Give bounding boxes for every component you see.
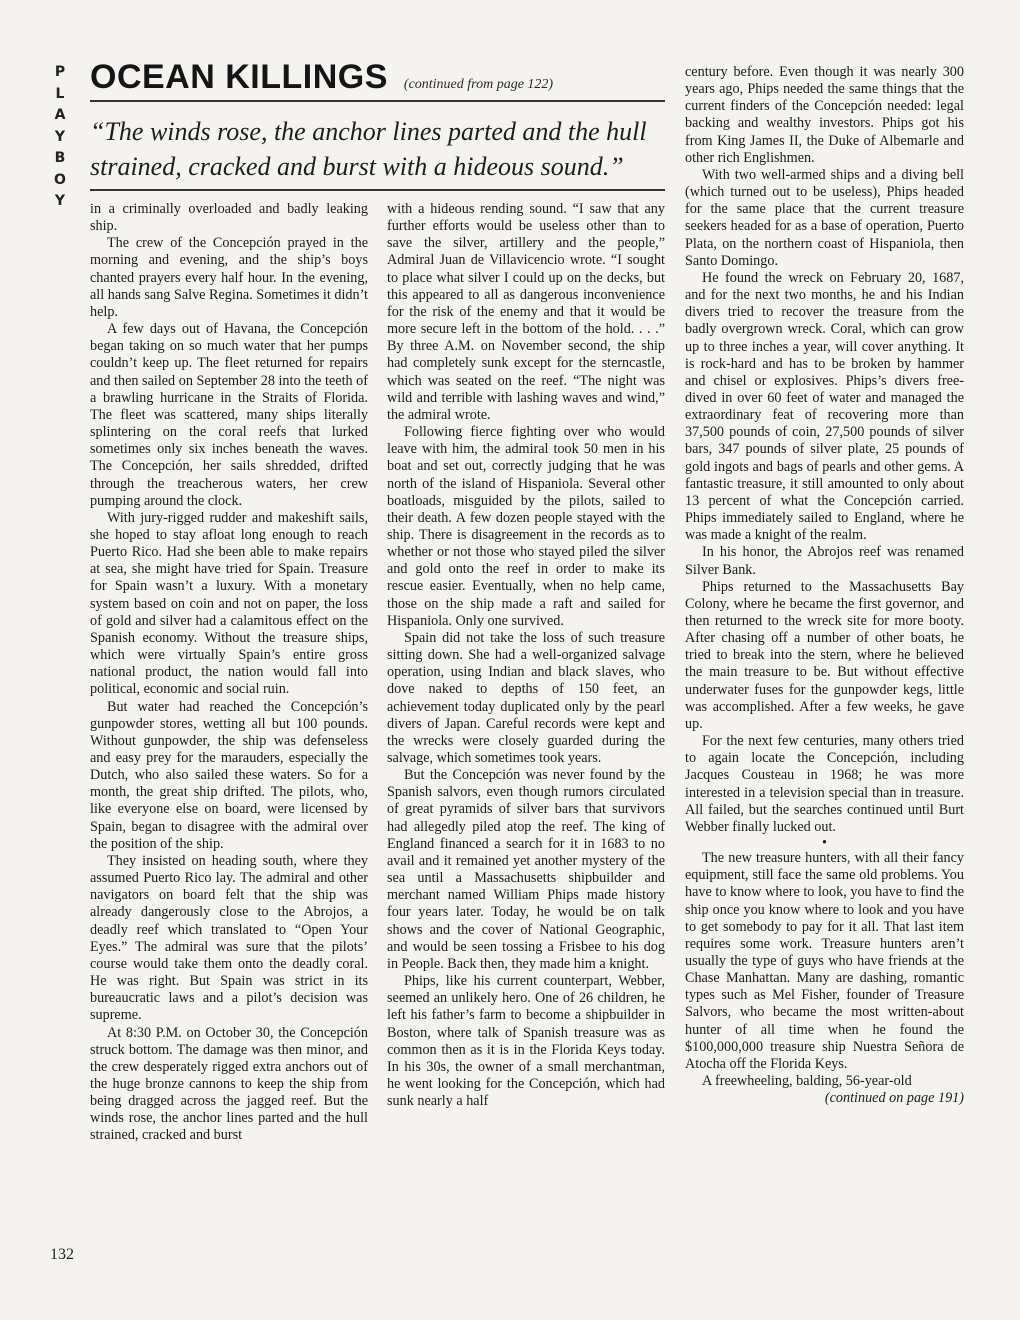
spine-letter: O: [54, 171, 66, 188]
paragraph: With jury-rigged rudder and makeshift sails, she hoped to stay afloat long enough to reach Puerto Rico. Had she been able to make repairs at sea, she might have tried for Spain. Treasure for Spain wasn’t a luxury. With a monetary system based on coin and not on paper, the loss of gold and silver had a calamitous effect on the Spanish economy. Without the treasure ships, which were virtually Spain’s entire gross national product, the nation would fall into political, economic and social ruin.: [90, 509, 368, 698]
pull-quote: “The winds rose, the anchor lines parted and the hull strained, cracked and burst with a hideous sound.”: [90, 117, 647, 181]
paragraph: Following fierce fighting over who would leave with him, the admiral took 50 men in his boat and set out, correctly judging that he was north of the island of Hispaniola. Several other boatloads, misguided by the pilots, sailed to their death. A few dozen people stayed with the ship. There is disagreement in the records as to whether or not those who stayed piled the silver and gold onto the reef in order to make its rescue easier. Eventually, when no help came, those on the ship made a raft and sailed for Hispaniola. Only one survived.: [387, 424, 665, 629]
paragraph: He found the wreck on February 20, 1687, and for the next two months, he and his Indian divers tried to recover the treasure from the badly overgrown wreck. Coral, which can grow up to three inches a year, will cover anything. It is rock-hard and has to be broken by hammer and chisel or explosives. Phips’s divers free-dived in over 60 feet of water and managed the extraordinary feat of recovering more than 37,500 pounds of coin, 27,500 pounds of silver bars, 347 pounds of silver plate, 25 pounds of gold ingots and bags of pearls and other gems. A fantastic treasure, it still amounted to only about 13 percent of what the Concepción carried. Phips immediately sailed to England, where he was made a knight of the realm.: [685, 269, 964, 544]
page-number: 132: [50, 1246, 74, 1263]
paragraph: Phips, like his current counterpart, Webber, seemed an unlikely hero. One of 26 children, he left his father’s farm to become a shipbuilder in Boston, where talk of Spanish treasure was as common then as it is in the Florida Keys today. In his 30s, the owner of a small merchantman, he went looking for the Concepción, which had sunk nearly a half: [387, 973, 665, 1110]
spine-letter: P: [54, 64, 66, 80]
section-separator-bullet: •: [822, 835, 827, 852]
paragraph: A few days out of Havana, the Concepción began taking on so much water that her pumps couldn’t keep up. The fleet returned for repairs and then sailed on September 28 into the teeth of a brawling hurricane in the Straits of Florida. The fleet was scattered, many ships literally splintering on the coral reefs that lurked sometimes only six inches beneath the waves. The Concepción, her sails shredded, drifted through the treacherous waters, her crew pumping around the clock.: [90, 321, 368, 509]
spine-letter: L: [55, 85, 65, 102]
paragraph: with a hideous rending sound. “I saw that any further efforts would be useless other than to save the silver, artillery and the people,” Admiral Juan de Villavicencio wrote. “I sought to place what silver I could up on the decks, but this appeared to all as dangerous inconvenience for the risk of the enemy and that it would be more secure left in the bottom of the hold. . . .” By three A.M. on November second, the ship had completely sunk except for the sterncastle, which was seated on the reef. “The night was wild and terrible with lashing waves and wind,” the admiral wrote.: [387, 201, 665, 423]
spine-letter: A: [54, 107, 66, 123]
paragraph: For the next few centuries, many others tried to again locate the Concepción, including Jacques Cousteau in 1968; he was more interested in a television special than in treasure. All failed, but the searches continued until Burt Webber finally lucked out.: [685, 733, 964, 835]
top-rule: [90, 100, 665, 102]
paragraph: But the Concepción was never found by the Spanish salvors, even though rumors circulated of great pyramids of silver bars that survivors had allegedly piled atop the reef. The king of England financed a search for it in 1683 to no avail and it remained yet another mystery of the sea until a Massachusetts shipbuilder and merchant named William Phips made history four years later. Today, he would be on talk shows and the cover of National Geographic, and would be seen tossing a Frisbee to his dog in People. Back then, they made him a knight.: [387, 767, 665, 972]
bottom-rule: [90, 189, 665, 191]
paragraph: At 8:30 P.M. on October 30, the Concepción struck bottom. The damage was then minor, and the crew desperately rigged extra anchors out of the huge bronze cannons to keep the ship from being dragged across the jagged reef. But the winds rose, the anchor lines parted and the hull strained, cracked and burst: [90, 1024, 368, 1144]
article-header: [90, 58, 665, 97]
paragraph: The new treasure hunters, with all their fancy equipment, still face the same old problems. You have to know where to look, you have to find the ship once you know where to look and you have to get somebody to pay for it all. That last item requires some work. Treasure hunters aren’t usually the type of guys who have friends at the Chase Manhattan. Many are dashing, romantic types such as Mel Fisher, founder of Treasure Salvors, who became the most written-about hunter of all time when he found the $100,000,000 treasure ship Nuestra Señora de Atocha off the Florida Keys.: [685, 850, 964, 1072]
text-column-1: [90, 201, 368, 1145]
paragraph: They insisted on heading south, where they assumed Puerto Rico lay. The admiral and other navigators on board felt that the ship was already dangerously close to the Abrojos, a deadly reef which translated to “Open Your Eyes.” The admiral was sure that the pilots’ course would take them onto the deadly coral. He was right. But Spain was strict in its bureaucratic laws and a pilot’s decision was supreme.: [90, 852, 368, 1024]
spine-letter: B: [54, 150, 66, 166]
paragraph: With two well-armed ships and a diving bell (which turned out to be useless), Phips headed for the same place that the current treasure seekers headed for as a base of operation, Puerto Plata, on the northern coast of Hispaniola, then Santo Domingo.: [685, 166, 964, 269]
paragraph: Spain did not take the loss of such treasure sitting down. She had a well-organized salvage operation, using Indian and black slaves, who dove naked to depths of 150 feet, an achievement today duplicated only by the pearl divers of Japan. Careful records were kept and the wrecks were closely guarded during the salvage, which sometimes took years.: [387, 629, 665, 766]
paragraph: A freewheeling, balding, 56-year-old: [702, 1073, 912, 1090]
paragraph: But water had reached the Concepción’s gunpowder stores, wetting all but 100 pounds. Without gunpowder, the ship was defenseless and easy prey for the marauders, especially the Dutch, who also sailed these waters. So for a month, the great ship drifted. The pilots, who, like everyone else on board, were licensed by Spain, began to disagree with the admiral over the position of the ship.: [90, 698, 368, 852]
article-title: OCEAN KILLINGS: [90, 58, 388, 96]
paragraph: century before. Even though it was nearly 300 years ago, Phips needed the same things that the current finders of the Concepción needed: legal backing and wealthy investors. Phips got his from King James II, the Duke of Albemarle and other rich Englishmen.: [685, 64, 964, 166]
paragraph: The crew of the Concepción prayed in the morning and evening, and the ship’s boys chanted prayers every half hour. In the evening, all hands sang Salve Regina. Sometimes it didn’t help.: [90, 235, 368, 320]
spine-letter: Y: [54, 128, 66, 145]
text-column-2: [387, 201, 665, 1110]
paragraph: in a criminally overloaded and badly leaking ship.: [90, 201, 368, 235]
spine-letter: Y: [54, 193, 66, 209]
text-column-3: [685, 64, 964, 1107]
paragraph: In his honor, the Abrojos reef was renamed Silver Bank.: [685, 544, 964, 578]
continued-from-note: (continued from page 122): [403, 77, 554, 92]
magazine-spine-label: [52, 62, 68, 213]
continued-on-note: (continued on page 191): [824, 1090, 964, 1107]
paragraph: Phips returned to the Massachusetts Bay Colony, where he became the first governor, and then returned to the wreck site for more booty. After chasing off a number of other boats, he tried to break into the stern, where he believed the main treasure to be. But without effective underwater fuses for the gunpowder kegs, little was accomplished. After a few weeks, he gave up.: [685, 578, 964, 732]
